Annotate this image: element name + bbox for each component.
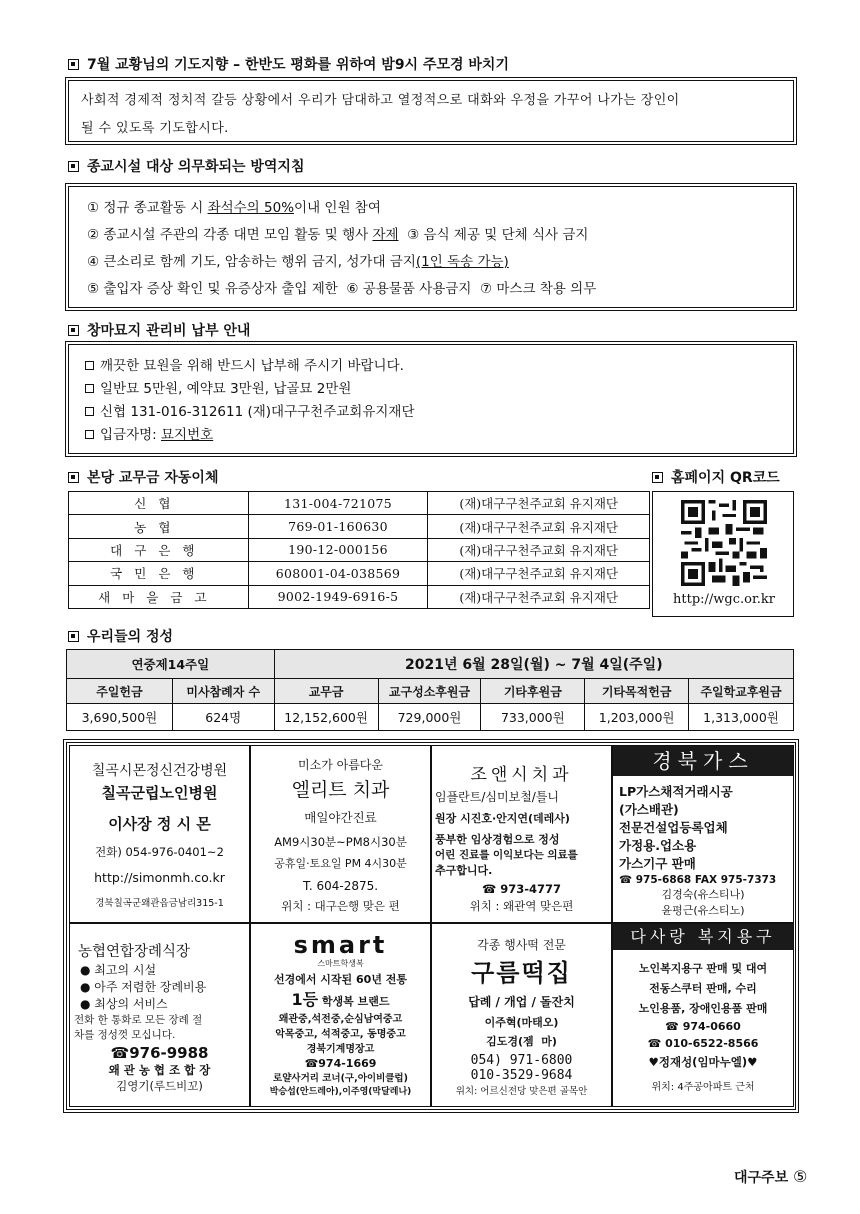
bulletin-name: 대구주보: [734, 1170, 789, 1186]
ad-text: 노인복지용구 판매 및 대여: [638, 962, 768, 975]
offering-table: [66, 649, 794, 731]
rules-title-text: 종교시설 대상 의무화되는 방역지침: [87, 159, 305, 175]
ad-text: 김도경(젬 마): [486, 1035, 557, 1048]
rules-box: [68, 186, 794, 308]
ad-text: 가정용.업소용: [619, 838, 697, 853]
ad-text: 칠곡군립노인병원: [101, 784, 218, 802]
bank-account: 769-01-160630: [248, 515, 428, 538]
ad-text: (가스배관): [619, 802, 679, 817]
bank-name: 대구은행: [69, 538, 249, 561]
offering-value: 733,000원: [481, 704, 585, 731]
qr-section-title: [652, 467, 780, 487]
bank-owner: (재)대구구천주교회 유지재단: [428, 492, 650, 515]
offering-value: 3,690,500원: [67, 704, 173, 731]
offering-title-text: 우리들의 정성: [87, 629, 174, 645]
ad-text: 악목중고, 석적중고, 동명중고: [275, 1029, 406, 1040]
ad-text: 어린 진료를 이익보다는 의료를: [435, 849, 578, 861]
qr-box: [652, 491, 794, 617]
square-bullet-icon: [68, 59, 79, 70]
cemetery-text-4b: 묘지번호: [161, 427, 214, 443]
ad-text: 김경숙(유스티나): [661, 888, 745, 901]
offering-header: 교무금: [274, 679, 378, 704]
table-row: [69, 562, 650, 585]
ad-logo: smart: [293, 931, 388, 959]
table-row: [69, 585, 650, 608]
ads-panel: [66, 742, 796, 1110]
homepage-url[interactable]: http://wgc.or.kr: [673, 592, 775, 607]
ad-heading: 경북가스: [613, 746, 793, 776]
ad-joanci-dental: [431, 745, 612, 923]
bank-account: 9002-1949-6916-5: [248, 585, 428, 608]
qr-title-text: 홈페이지 QR코드: [671, 470, 780, 486]
ad-text: 왜 관 농 협 조 합 장: [108, 1063, 211, 1077]
ad-text: 이사장 정 시 몬: [108, 815, 211, 833]
bank-section-title: [68, 467, 218, 487]
bank-name: 국민은행: [69, 562, 249, 585]
ad-text: 전동스쿠터 판매, 수리: [649, 982, 757, 995]
bank-owner: (재)대구구천주교회 유지재단: [428, 515, 650, 538]
offering-value: 1,313,000원: [689, 704, 794, 731]
ad-text: 전화 한 통화로 모든 장례 절: [74, 1014, 203, 1026]
cemetery-text-3: 신협 131-016-312611 (재)대구구천주교회유지재단: [100, 404, 415, 420]
bank-owner: (재)대구구천주교회 유지재단: [428, 538, 650, 561]
offering-value: 1,203,000원: [585, 704, 689, 731]
rule-line-1: [87, 195, 775, 222]
rule-line-2: [87, 222, 775, 249]
ad-text: 추구합니다.: [435, 864, 493, 877]
ad-text: 각종 행사떡 전문: [477, 938, 566, 952]
rule-2c: ③ 음식 제공 및 단체 식사 금지: [398, 227, 589, 243]
bank-name: 새마을금고: [69, 585, 249, 608]
square-bullet-icon: [68, 472, 79, 483]
prayer-box: [68, 80, 794, 142]
qr-code-icon: [681, 500, 767, 586]
ad-text: 칠곡시몬정신건강병원: [91, 763, 228, 779]
bank-owner: (재)대구구천주교회 유지재단: [428, 585, 650, 608]
ad-text: 윤평근(유스티노): [661, 904, 745, 917]
bank-owner: (재)대구구천주교회 유지재단: [428, 562, 650, 585]
ad-text: ☎ 974-0660: [665, 1020, 741, 1033]
checkbox-square-icon: [85, 361, 94, 370]
offering-header: 주일헌금: [67, 679, 173, 704]
ad-text: 경북기계명장고: [306, 1044, 375, 1055]
table-row: [69, 492, 650, 515]
cemetery-title-text: 창마묘지 관리비 납부 안내: [87, 323, 251, 339]
ad-text: 풍부한 임상경험으로 정성: [435, 833, 560, 846]
ad-text: [251, 987, 430, 1010]
cemetery-line-1: [85, 355, 777, 378]
ad-text: 임플란트/심미보철/틀니: [435, 790, 560, 804]
ad-elite-dental: [250, 745, 431, 923]
rule-line-4: ⑤ 출입자 증상 확인 및 유증상자 출입 제한 ⑥ 공용물품 사용금지 ⑦ 마스크 착용 의무: [87, 281, 597, 297]
offering-period: 2021년 6월 28일(월) ~ 7월 4일(주일): [274, 650, 793, 679]
ad-dasarang-welfare: [612, 923, 794, 1107]
square-bullet-icon: [68, 325, 79, 336]
ad-text: 전문건설업등록업체: [619, 820, 728, 835]
offering-value: 624명: [172, 704, 274, 731]
ad-text: 위치 : 대구은행 맞은 편: [281, 899, 400, 913]
table-row: [69, 538, 650, 561]
bank-account: 608001-04-038569: [248, 562, 428, 585]
cemetery-box: [68, 344, 794, 454]
ad-text: 차를 정성껏 모십니다.: [74, 1029, 176, 1041]
ad-text: ☎976-9988: [110, 1044, 209, 1062]
ad-gyeongbuk-gas: [612, 745, 794, 923]
ad-text: 1등: [291, 990, 319, 1009]
ad-text: 가스기구 판매: [619, 856, 696, 871]
bank-account: 190-12-000156: [248, 538, 428, 561]
ad-text: ☎ 010-6522-8566: [647, 1037, 759, 1050]
bank-name: 신협: [69, 492, 249, 515]
offering-week: 연중제14주일: [67, 650, 275, 679]
square-bullet-icon: [652, 472, 663, 483]
ad-url[interactable]: http://simonmh.co.kr: [94, 870, 225, 885]
ad-text: ● 아주 저렴한 장례비용: [80, 980, 207, 994]
rule-1b: 좌석수의 50%: [207, 200, 295, 216]
cemetery-line-3: [85, 401, 777, 424]
table-row: [67, 650, 794, 679]
cemetery-text-2: 일반묘 5만원, 예약묘 3만원, 납골묘 2만원: [100, 381, 352, 397]
page-footer: [734, 1167, 807, 1187]
rule-3b: (1인 독송 가능): [415, 254, 509, 270]
ad-text: 학생복 브랜드: [318, 995, 390, 1008]
ad-text: 엘리트 치과: [291, 779, 390, 801]
ad-text: 김영기(루드비꼬): [116, 1079, 203, 1093]
rule-line-3: [87, 249, 775, 276]
rules-section-title: [68, 156, 304, 176]
offering-header: 기타목적헌금: [585, 679, 689, 704]
ad-nonghyup-funeral: [69, 923, 250, 1107]
ad-text: 이주혁(마태오): [484, 1016, 559, 1029]
rule-2b: 자제: [372, 227, 399, 243]
ad-text: 답례 / 개업 / 돌잔치: [468, 995, 575, 1009]
ad-text: ☎974-1669: [304, 1057, 377, 1070]
square-bullet-icon: [68, 631, 79, 642]
offering-header: 교구성소후원금: [378, 679, 481, 704]
cemetery-section-title: [68, 320, 250, 340]
prayer-section-title: [68, 54, 509, 74]
ad-text: LP가스채적거래시공: [619, 784, 733, 799]
cemetery-text-4a: 입금자명:: [100, 427, 162, 443]
ad-text: 매일야간진료: [304, 810, 377, 825]
rule-3a: ④ 큰소리로 함께 기도, 암송하는 행위 금지, 성가대 금지: [87, 254, 416, 270]
bank-title-text: 본당 교무금 자동이체: [87, 470, 219, 486]
ad-text: ☎ 975-6868 FAX 975-7373: [619, 874, 777, 886]
ad-text: ● 최상의 서비스: [80, 997, 168, 1011]
ad-text: T. 604-2875.: [302, 879, 379, 893]
ad-text: 스마트학생복: [317, 959, 364, 968]
ad-text: 노인용품, 장애인용품 판매: [638, 1002, 768, 1015]
offering-header: 미사참례자 수: [172, 679, 274, 704]
ad-heading: 다사랑 복지용구: [613, 924, 793, 950]
ad-text: 조앤시치과: [470, 765, 573, 785]
ad-gureum-rice-cake: [431, 923, 612, 1107]
rule-1c: 이내 인원 참여: [294, 200, 381, 216]
ad-text: 박승섭(안드레아),이주영(막달레나): [269, 1087, 412, 1097]
ad-text: 위치 : 왜관역 맞은편: [469, 899, 574, 913]
page-number: ⑤: [792, 1167, 808, 1186]
ad-text: 구름떡집: [471, 958, 572, 987]
ad-text: ♥정재성(임마누엘)♥: [648, 1055, 758, 1069]
ad-text: 선경에서 시작된 60년 전통: [273, 973, 408, 986]
checkbox-square-icon: [85, 407, 94, 416]
offering-value: 729,000원: [378, 704, 481, 731]
prayer-line-2: 될 수 있도록 기도합시다.: [81, 121, 229, 136]
ad-text: ☎ 973-4777: [481, 882, 562, 896]
offering-header: 기타후원금: [481, 679, 585, 704]
ad-text: 위치: 4주공아파트 근처: [651, 1082, 755, 1093]
bank-table: [68, 491, 650, 609]
bank-name: 농협: [69, 515, 249, 538]
table-row: [67, 679, 794, 704]
ad-text: 미소가 아름다운: [298, 758, 383, 772]
ad-text: 위치: 어르신전당 맞은편 골목안: [455, 1086, 588, 1097]
cemetery-line-2: [85, 378, 777, 401]
ad-text: 원장 시진호·안지연(데레사): [435, 812, 570, 825]
ad-text: 왜관중,석전중,순심남여중고: [278, 1014, 403, 1025]
checkbox-square-icon: [85, 384, 94, 393]
offering-value: 12,152,600원: [274, 704, 378, 731]
table-row: [67, 704, 794, 731]
ad-simon-hospital: [69, 745, 250, 923]
table-row: [69, 515, 650, 538]
ad-text: 농협연합장례식장: [78, 944, 191, 960]
ad-text: ● 최고의 시설: [80, 963, 157, 977]
square-bullet-icon: [68, 161, 79, 172]
ad-text: 경북칠곡군왜관읍금남리315-1: [95, 898, 224, 909]
rule-2a: ② 종교시설 주관의 각종 대면 모임 활동 및 행사: [87, 227, 373, 243]
ad-text: 010-3529-9684: [470, 1068, 573, 1083]
ad-text: AM9시30분~PM8시30분: [274, 835, 407, 849]
prayer-line-1: 사회적 경제적 정치적 갈등 상황에서 우리가 담대하고 열정적으로 대화와 우정을 가꾸어 나가는 장인이: [81, 93, 680, 108]
cemetery-line-4: [85, 424, 777, 447]
cemetery-text-1: 깨끗한 묘원을 위해 반드시 납부해 주시기 바랍니다.: [100, 358, 404, 374]
prayer-title-text: 7월 교황님의 기도지향 – 한반도 평화를 위하여 밤9시 주모경 바치기: [87, 57, 509, 73]
offering-section-title: [68, 626, 173, 646]
offering-header: 주일학교후원금: [689, 679, 794, 704]
rule-1a: ① 정규 종교활동 시: [87, 200, 208, 216]
ad-text: 054) 971-6800: [470, 1053, 573, 1068]
ad-smart-uniform: [250, 923, 431, 1107]
checkbox-square-icon: [85, 430, 94, 439]
ad-text: 로얄사거리 코너(구,아이비클럽): [273, 1073, 408, 1084]
ad-text: 공휴일·토요일 PM 4시30분: [274, 857, 407, 870]
ad-text: 전화) 054-976-0401~2: [95, 845, 224, 859]
bank-account: 131-004-721075: [248, 492, 428, 515]
